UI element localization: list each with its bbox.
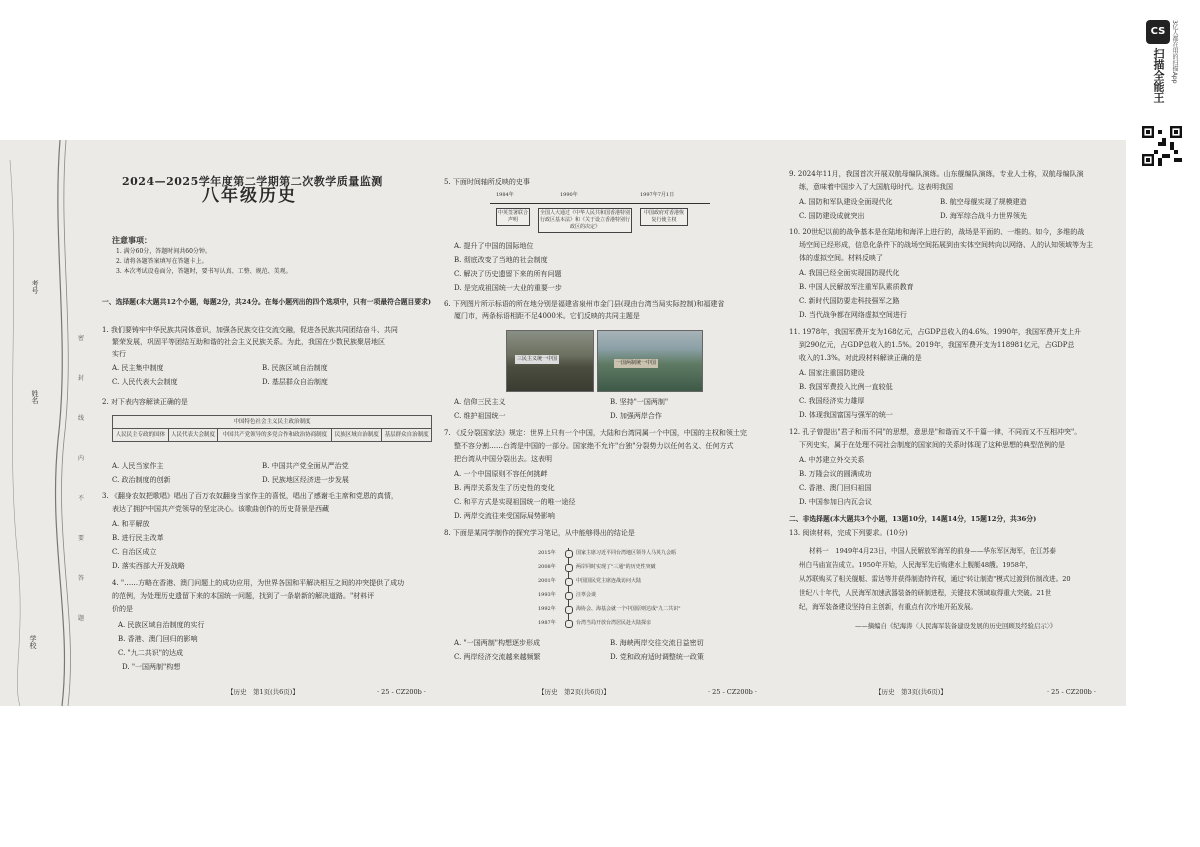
q1-line-1: 1. 我们要铸牢中华民族共同体意识，加强各民族交往交流交融，促进各民族共同团结奋斗、共同 (102, 326, 398, 334)
timeline-dot (565, 578, 573, 586)
timeline-dot (565, 606, 573, 614)
q3-line-2: 表达了拥护中国共产党领导的坚定决心。该歌曲创作的历史背景是西藏 (112, 505, 329, 513)
q9-line-2: 练，意味着中国步入了大国航母时代。这表明我国 (799, 183, 953, 191)
page-3 (785, 140, 1120, 706)
q11-line-2: 到290亿元，占GDP总收入的1.5%。2019年，我国军费开支为118981亿元，占GDP总 (799, 341, 1075, 349)
section-1-heading: 一、选择题(本大题共12个小题，每题2分，共24分。在每小题列出的四个选项中，只有一项最符合题目要求) (102, 298, 432, 306)
q5-option-a: A. 提升了中国的国际地位 (454, 242, 534, 250)
note-item: 两岸同时实现了"三通"的历史性突破 (576, 564, 656, 570)
note-year: 1987年 (538, 620, 556, 626)
q7-option-b: B. 两岸关系发生了历史性的变化 (454, 484, 555, 492)
timeline-event: 全国人大通过《中华人民共和国香港特别行政区基本法》和《关于设立香港特别行政区的决定》 (538, 208, 632, 233)
q10-option-a: A. 我国已经全面实现国防现代化 (799, 269, 900, 277)
political-system-table (112, 415, 432, 442)
q4-option-b: B. 香港、澳门回归的影响 (118, 635, 198, 643)
q1-line-3: 实行 (112, 350, 126, 358)
seal-label-name: 姓名 (31, 390, 39, 404)
exam-paper-scan (0, 140, 1126, 706)
q7-line-1: 7. 《反分裂国家法》规定：世界上只有一个中国，大陆和台湾同属一个中国，中国的主权和领土完 (444, 429, 747, 437)
notice-3: 3. 本次考试设卷面分，答题时，要书写认真、工整、规范、美观。 (116, 268, 292, 275)
table-cell: 人民代表大会制度 (168, 429, 218, 442)
q12-option-b: B. 万隆会议的圆满成功 (799, 470, 872, 478)
note-item: 中国国民党主席连战访问大陆 (576, 578, 642, 584)
svg-text:要: 要 (78, 535, 85, 542)
seal-line-area (0, 140, 88, 706)
q11-option-a: A. 国家注重国防建设 (799, 369, 865, 377)
seal-label-school: 学校 (29, 635, 37, 649)
q1-option-d: D. 基层群众自治制度 (262, 378, 328, 386)
q9-option-a: A. 国防和军队建设全面现代化 (799, 198, 893, 206)
page-2-code: · 25 - CZ200b · (708, 688, 757, 696)
note-year: 1992年 (538, 606, 556, 612)
photo-slogan-text: 三民主义统一中国 (517, 356, 558, 362)
page-3-footer: 【历史 第3页(共6页)】 (875, 688, 947, 696)
q4-option-c: C. "九二共识"的达成 (118, 649, 183, 657)
material-line-4: 世纪八十年代，人民海军加速武器装备的研制进程，关键技术领域取得重大突破。21世 (799, 589, 1052, 597)
page-1-code: · 25 - CZ200b · (377, 688, 426, 696)
q10-option-c: C. 新时代国防要走科技强军之路 (799, 297, 900, 305)
table-cell: 中国共产党领导的多党合作和政治协商制度 (218, 429, 332, 442)
q8-option-d: D. 党和政府适时调整统一政策 (610, 653, 704, 661)
q4-line-2: 的范例，为处理历史遗留下来的本国统一问题，找到了一条崭新的解决道路。"材料评 (112, 592, 375, 600)
q6-option-c: C. 维护祖国统一 (454, 412, 506, 420)
page-1-footer: 【历史 第1页(共6页)】 (227, 688, 299, 696)
table-cell: 人民民主专政的国体 (113, 429, 169, 442)
exam-title: 2024—2025学年度第二学期第二次教学质量监测 (122, 175, 383, 188)
q7-line-2: 整不容分割……台湾是中国的一部分。国家绝不允许"台独"分裂势力以任何名义、任何方式 (454, 442, 734, 450)
q3-option-c: C. 自治区成立 (112, 548, 157, 556)
timeline-dot (565, 592, 573, 600)
q3-option-b: B. 进行民主改革 (112, 534, 164, 542)
timeline-event: 中国政府对香港恢复行使主权 (640, 208, 688, 226)
svg-text:密: 密 (78, 335, 85, 342)
q12-option-a: A. 中苏建立外交关系 (799, 456, 865, 464)
q12-option-d: D. 中国参加日内瓦会议 (799, 498, 872, 506)
timeline-dot (565, 620, 573, 628)
q8-option-b: B. 海峡两岸交往交流日益密切 (610, 639, 704, 647)
table-cell: 基层群众自治制度 (382, 429, 432, 442)
photo-xiamen-slogan (597, 330, 703, 392)
note-year: 2008年 (538, 564, 556, 570)
q9-option-b: B. 航空母舰实现了规模建造 (940, 198, 1027, 206)
material-line-3: 从苏联购买了相关舰艇、雷达等并获得制造特许权，通过"转让制造"模式过渡到仿制改进。20 (799, 575, 1071, 583)
seal-label-number: 考号 (31, 280, 39, 294)
q3-line-1: 3. 《翻身农奴把歌唱》唱出了百万农奴翻身当家作主的喜悦，唱出了感谢毛主席和党恩的真情， (102, 492, 398, 500)
q1-option-a: A. 民主集中制度 (112, 364, 164, 372)
q8-option-c: C. 两岸经济交流越来越频繁 (454, 653, 541, 661)
q1-option-b: B. 民族区域自治制度 (262, 364, 328, 372)
timeline-axis (490, 203, 710, 204)
note-year: 2001年 (538, 578, 556, 584)
q5-option-c: C. 解决了历史遗留下来的所有问题 (454, 270, 562, 278)
q6-option-a: A. 信仰三民主义 (454, 398, 506, 406)
q13-stem: 13. 阅读材料，完成下列要求。(10分) (789, 529, 908, 537)
q2-option-d: D. 民族地区经济进一步发展 (262, 476, 349, 484)
subject-title: 八年级历史 (202, 186, 297, 206)
notice-title: 注意事项： (112, 235, 152, 245)
page-1 (92, 140, 432, 706)
q3-option-a: A. 和平解放 (112, 520, 150, 528)
q2-option-c: C. 政治制度的创新 (112, 476, 171, 484)
material-line-2: 州白马庙宣告成立。1950年开始，人民海军先后购建水上舰艇48艘。1958年， (799, 561, 1033, 569)
table-header: 中国特色社会主义民主政治制度 (113, 416, 432, 429)
q10-line-3: 体的虚拟空间。材料反映了 (799, 254, 883, 262)
q7-option-a: A. 一个中国原则不容任何挑衅 (454, 470, 548, 478)
timeline-year: 1984年 (496, 192, 514, 198)
q4-option-a: A. 民族区域自治制度的实行 (118, 621, 205, 629)
q10-option-d: D. 当代战争都在网络虚拟空间进行 (799, 311, 907, 319)
material-source: ——摘编自《纪海涛〈人民海军装备建设发展的历史回顾及经验启示〉》 (855, 622, 1057, 630)
page-2-footer: 【历史 第2页(共6页)】 (538, 688, 610, 696)
q8-stem: 8. 下面是某同学制作的探究学习笔记，从中能够得出的结论是 (444, 529, 635, 537)
photo-jinmen-slogan (506, 330, 594, 392)
svg-text:线: 线 (78, 415, 85, 422)
q7-line-3: 把台湾从中国分裂出去。这表明 (454, 455, 552, 463)
qr-code-icon (1142, 126, 1182, 166)
q12-line-1: 12. 孔子曾提出"君子和而不同"的思想，意思是"和谐而又不千篇一律，不同而又不互相冲突"。 (789, 428, 1082, 436)
timeline-event: 中英签署联合声明 (496, 208, 530, 226)
q10-line-1: 10. 20世纪以前的战争基本是在陆地和海洋上进行的，战场是平面的、一维的。如今，多维的战 (789, 228, 1085, 236)
svg-text:答: 答 (78, 575, 85, 582)
q6-option-d: D. 加强两岸合作 (610, 412, 662, 420)
q5-stem: 5. 下面时间轴所反映的史事 (444, 178, 530, 186)
material-line-1: 材料一 1949年4月23日，中国人民解放军海军的前身——华东军区海军，在江苏泰 (809, 547, 1056, 555)
timeline-year: 1997年7月1日 (640, 192, 675, 198)
svg-text:内: 内 (78, 455, 85, 462)
q2-option-a: A. 人民当家作主 (112, 462, 164, 470)
notice-1: 1. 满分60分，答题时间共60分钟。 (116, 248, 211, 255)
q8-option-a: A. "一国两制"构想逐步形成 (454, 639, 540, 647)
timeline-dot (565, 550, 573, 558)
note-item: 国家主席习近平同台湾地区领导人马英九会晤 (576, 550, 677, 556)
q9-option-d: D. 海军综合战斗力世界领先 (940, 212, 1027, 220)
section-2-heading: 二、非选择题(本大题共3个小题，13题10分，14题14分，15题12分，共36分) (789, 515, 1037, 523)
q9-line-1: 9. 2024年11月，我国首次开展双航母编队演练。山东舰编队演练，专业人士称，双航母编队演 (789, 170, 1084, 178)
q5-option-d: D. 是完成祖国统一大业的重要一步 (454, 284, 562, 292)
note-year: 2015年 (538, 550, 556, 556)
brand-name: 扫描全能王 (1152, 48, 1165, 103)
q4-line-3: 价的是 (112, 605, 133, 613)
svg-text:题: 题 (78, 615, 85, 622)
q11-option-b: B. 我国军费投入比例一直较低 (799, 383, 893, 391)
q12-line-2: 下列史实，属于在处理不同社会制度的国家间的关系时体现了这种思想的典型范例的是 (799, 441, 1065, 449)
notice-2: 2. 请将各题答案填写在答题卡上。 (116, 258, 208, 265)
q3-option-d: D. 落实西部大开发战略 (112, 562, 185, 570)
table-cell: 民族区域自治制度 (332, 429, 382, 442)
q4-option-d: D. "一国两制"构想 (122, 663, 181, 671)
q4-line-1: 4. "……方略在香港、澳门问题上的成功应用，为世界各国和平解决相互之间的冲突提供了成功 (112, 579, 405, 587)
q2-option-b: B. 中国共产党全面从严治党 (262, 462, 349, 470)
q9-option-c: C. 国防建设成就突出 (799, 212, 865, 220)
q12-option-c: C. 香港、澳门回归祖国 (799, 484, 872, 492)
q2-stem: 2. 对下表内容解读正确的是 (102, 398, 188, 406)
svg-text:封: 封 (78, 375, 85, 382)
q10-option-b: B. 中国人民解放军注重军队素质教育 (799, 283, 914, 291)
note-item: 汪辜会谈 (576, 592, 597, 598)
page-2 (440, 140, 772, 706)
q6-line-1: 6. 下列图片所示标语的所在地分别是福建省泉州市金门县(现由台湾当局实际控制)和福建省 (444, 300, 725, 308)
note-item: 海协会、海基会就一个中国原则达成"九二共识" (576, 606, 681, 612)
q5-option-b: B. 彻底改变了当地的社会制度 (454, 256, 548, 264)
camscanner-logo: CS (1146, 20, 1170, 44)
note-year: 1993年 (538, 592, 556, 598)
q11-option-c: C. 我国经济实力雄厚 (799, 397, 865, 405)
q11-line-1: 11. 1978年，我国军费开支为168亿元，占GDP总收入的4.6%。1990年，我国军费开支上升 (789, 328, 1082, 336)
q1-line-2: 繁荣发展，巩固平等团结互助和谐的社会主义民族关系。为此，我国在少数民族聚居地区 (112, 338, 385, 346)
photo-slogan-text: 一国两制统一中国 (616, 360, 657, 366)
timeline-dot (565, 564, 573, 572)
brand-tagline: 3亿人都在用的扫描App (1171, 20, 1178, 84)
q6-line-2: 厦门市，两条标语相距不足4000米。它们反映的共同主题是 (454, 312, 640, 320)
q7-option-c: C. 和平方式是实现祖国统一的唯一途径 (454, 498, 576, 506)
q7-option-d: D. 两岸交流往来受国际局势影响 (454, 512, 555, 520)
q11-line-3: 收入的1.3%。对此段材料解读正确的是 (799, 354, 922, 362)
q10-line-2: 场空间已经形成，信息化条件下的战场空间拓展到由实体空间转向以网络、人的认知领域等为主 (799, 241, 1093, 249)
note-item: 台湾当局开放台湾居民赴大陆探亲 (576, 620, 652, 626)
notes-timeline (568, 548, 569, 628)
q1-option-c: C. 人民代表大会制度 (112, 378, 178, 386)
q11-option-d: D. 体现我国富国与强军的统一 (799, 411, 893, 419)
svg-text:不: 不 (78, 495, 85, 502)
timeline-year: 1990年 (560, 192, 578, 198)
q6-option-b: B. 坚持"一国两制" (610, 398, 669, 406)
page-3-code: · 25 - CZ200b · (1047, 688, 1096, 696)
material-line-5: 纪，海军装备建设坚持自主创新，有重点有次序地开拓发展。 (799, 603, 978, 611)
